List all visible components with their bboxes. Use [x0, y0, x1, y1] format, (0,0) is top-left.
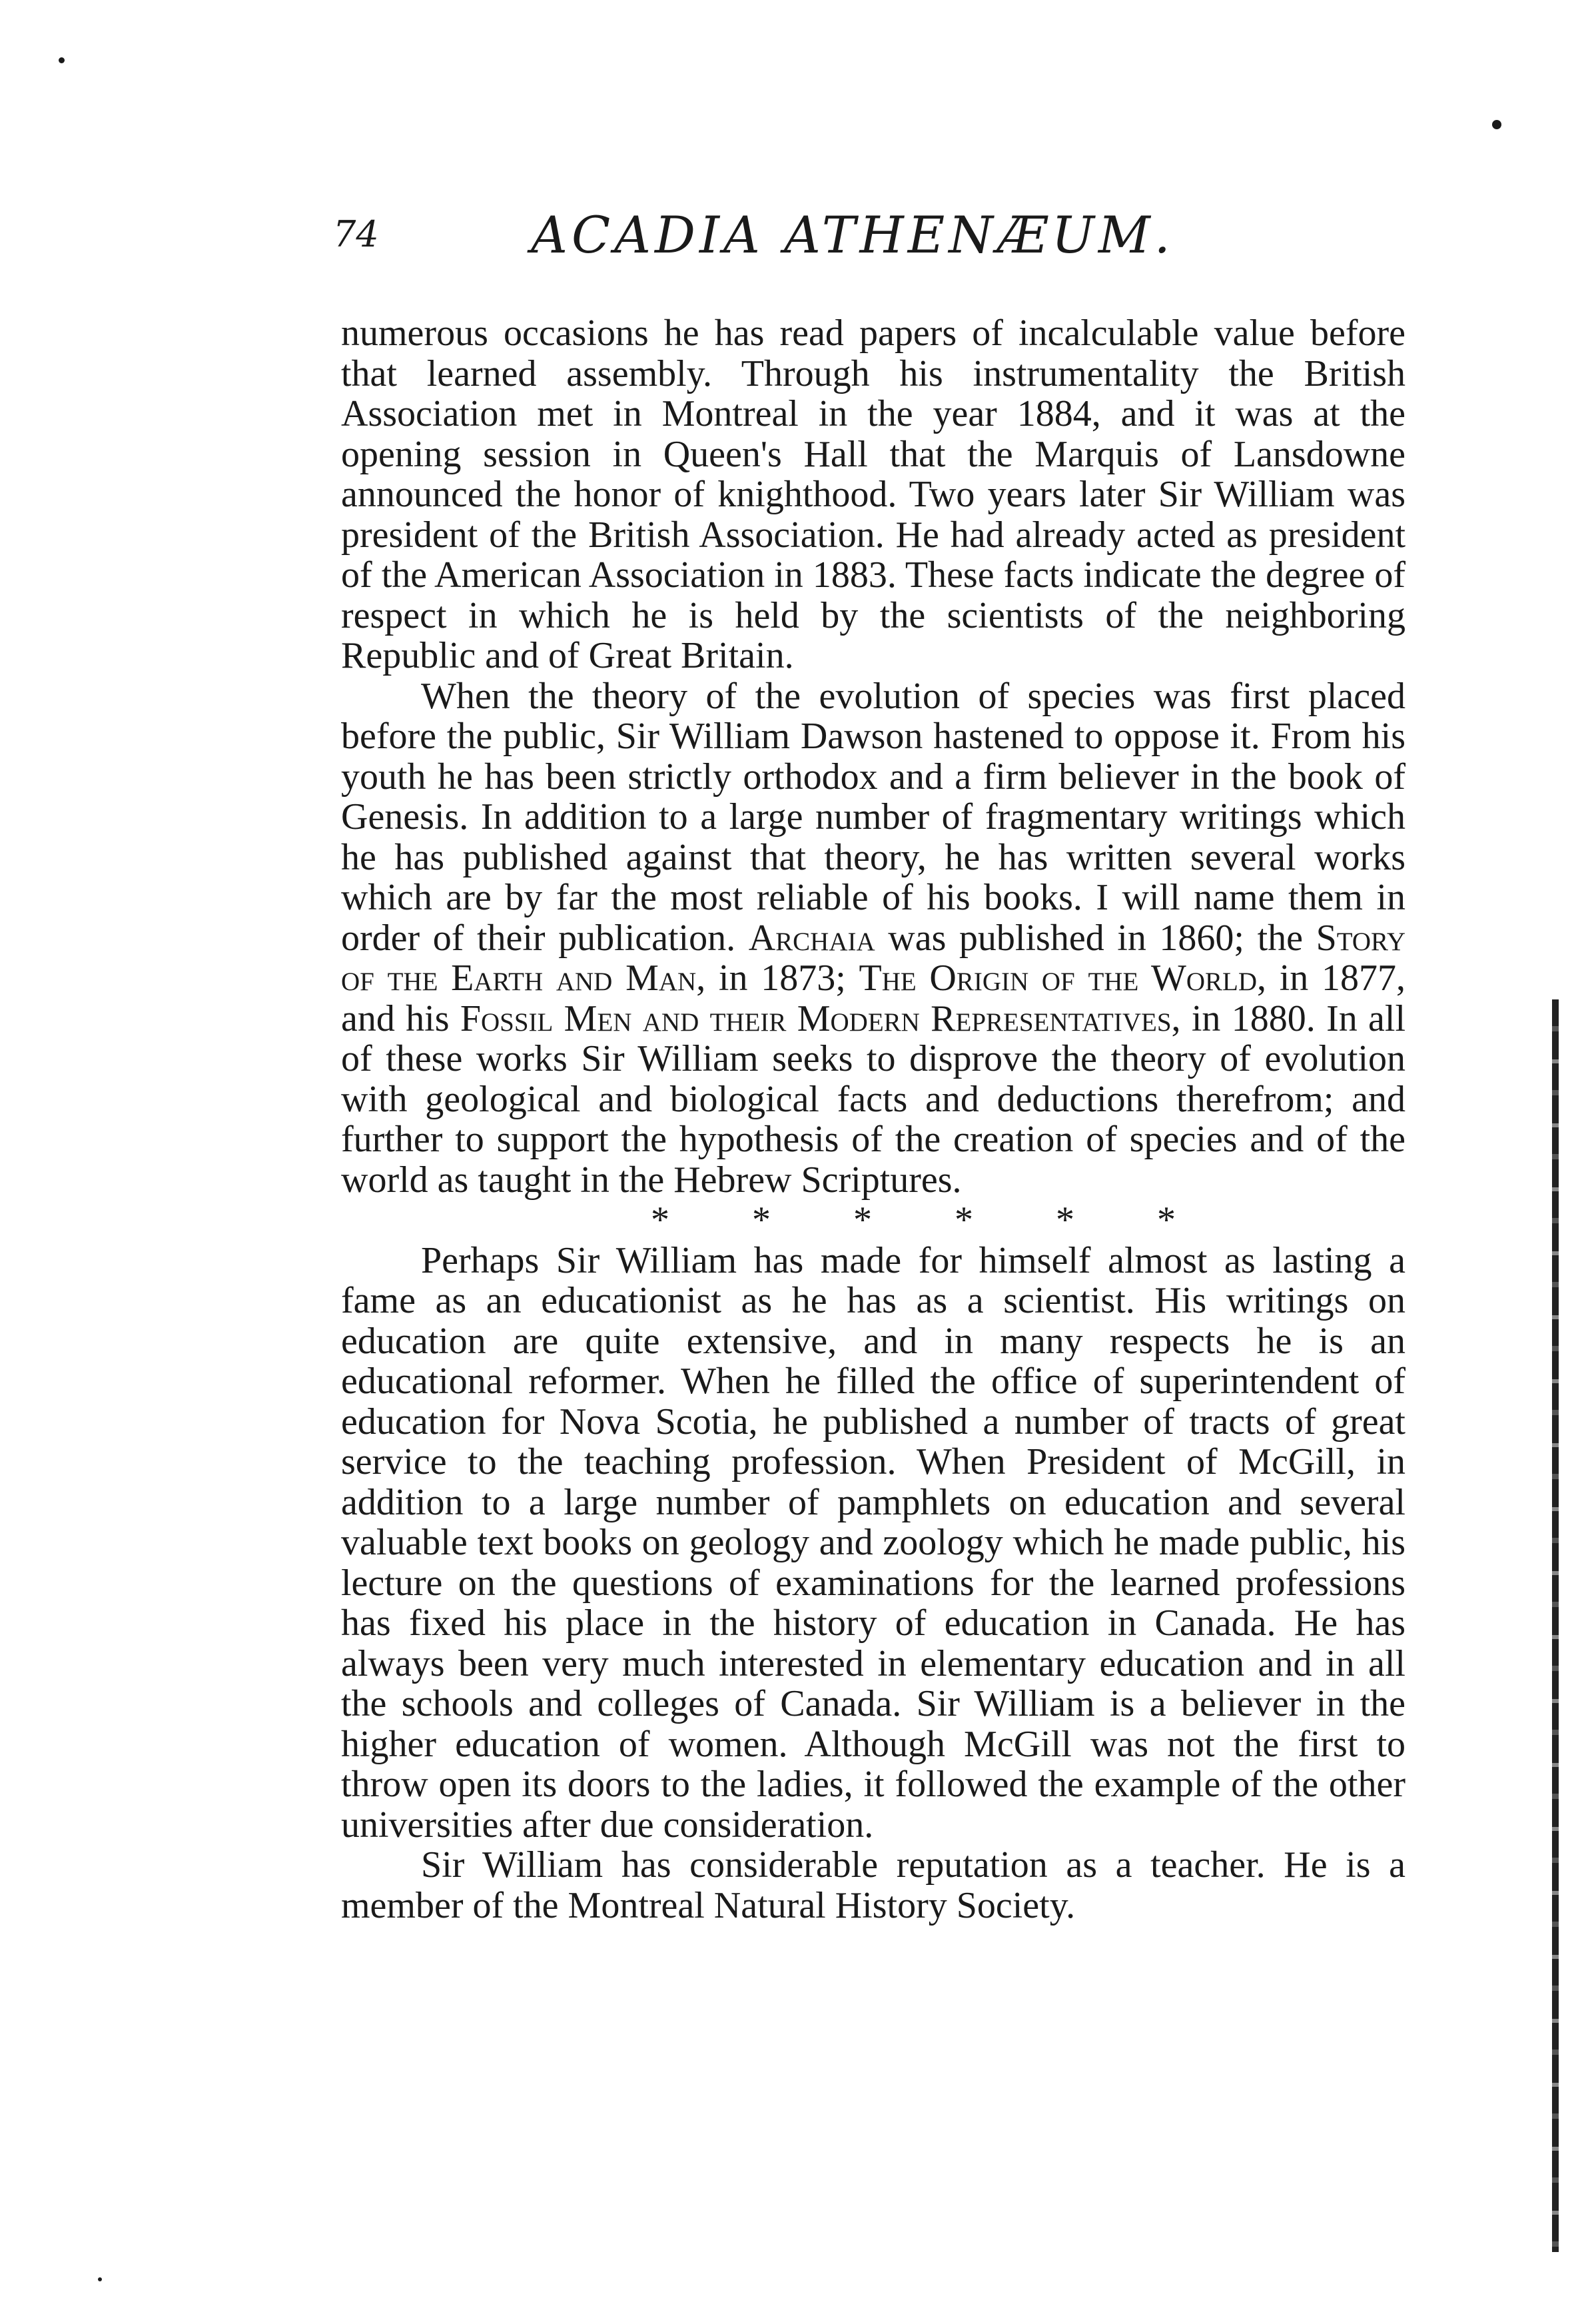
- paragraph-text: , in 1880.: [1171, 997, 1316, 1039]
- paragraph-text: , in 1873;: [696, 957, 846, 999]
- paragraph: numerous occasions he has read papers of incalculable value before that learned assembly. Through his instrumentality the British Association met in Montreal in the year 1884, and it was at the opening session in Queen's Hall that the Marquis of Lansdowne announced the honor of knighthood. Two years later Sir William was president of the British Association. He had already acted as president of the American Association in 1883. These facts indicate the degree of respect in which he is held by the scientists of the neighboring Republic and of Great Britain.: [341, 312, 1405, 676]
- paragraph: [341, 676, 1405, 1201]
- scan-speck: [59, 57, 65, 63]
- paragraph-text: In all of these works Sir William seeks to disprove the theory of evolution with geological and biological facts and deductions therefrom; and further to support the hypothesis of the creation of species and of the world as taught in the Hebrew Scriptures.: [341, 997, 1406, 1201]
- work-title: Archaia: [748, 917, 875, 959]
- page-header: [333, 200, 1372, 267]
- article-body: [341, 313, 1405, 2152]
- scan-speck: [1492, 120, 1501, 129]
- paragraph: Sir William has considerable reputation as a teacher. He is a member of the Montreal Natural History Society.: [341, 1844, 1405, 1926]
- page-edge-shadow: [1552, 999, 1559, 2252]
- work-title: Fossil Men and their Modern Representatives: [460, 997, 1172, 1039]
- paragraph-text: was published in 1860;: [888, 917, 1244, 959]
- paragraph: Perhaps Sir William has made for himself almost as lasting a fame as an educationist as he has as a scientist. His writings on education are quite extensive, and in many respects he is an educational reformer. When he filled the office of superintendent of education for Nova Scotia, he published a number of tracts of great service to the teaching profession. When President of McGill, in addition to a large number of pamphlets on education and several valuable text books on geology and zoology which he made public, his lecture on the questions of examinations for the learned professions has fixed his place in the history of education in Canada. He has always been very much interested in elementary education and in all the schools and colleges of Canada. Sir William is a believer in the higher education of women. Although McGill was not the first to throw open its doors to the ladies, it followed the example of the other universities after due consideration.: [341, 1239, 1405, 1846]
- paragraph-text: , in 1877, and his: [341, 957, 1406, 1039]
- section-separator: * * * * * *: [651, 1199, 1176, 1241]
- running-title: ACADIA ATHENÆUM.: [531, 205, 1174, 265]
- paragraph-text: When the theory of the evolution of species was first placed before the public, Sir William Dawson hastened to oppose it. From his youth he has been strictly orthodox and a firm believer in the book of Genesis. In addition to a large number of fragmentary writings which he has published against that theory, he has written several works which are by far the most reliable of his books. I will name them in order of their publication.: [341, 675, 1405, 959]
- page-number: 74: [333, 213, 379, 255]
- paragraph-text: the: [1257, 917, 1303, 959]
- scan-speck: [98, 2277, 102, 2281]
- work-title: Story of the Earth and Man: [341, 917, 1406, 999]
- work-title: The Origin of the World: [859, 957, 1258, 999]
